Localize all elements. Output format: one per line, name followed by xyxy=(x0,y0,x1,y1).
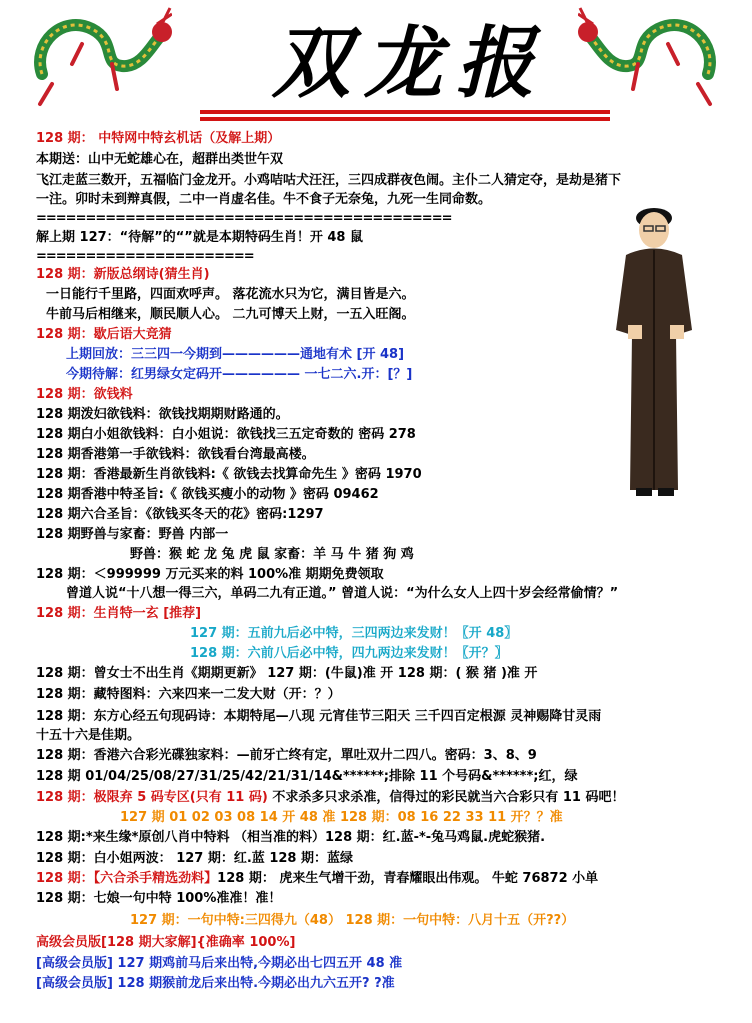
text-segment: 127 期：一句中特:三四得九（48） 128 期：一句中特：八月十五（开??） xyxy=(130,913,575,928)
text-segment: 128 期：新版总纲诗(猜生肖) xyxy=(36,267,210,282)
title-underline-2 xyxy=(200,117,610,121)
text-segment: 128 期六合圣旨：《欲钱买冬天的花》密码:1297 xyxy=(36,507,324,522)
text-line xyxy=(190,625,517,643)
text-segment: 128 期：极限弃 5 码专区(只有 11 码) xyxy=(36,790,268,805)
text-segment: 十五十六是佳期。 xyxy=(36,728,141,743)
header xyxy=(0,0,752,130)
text-segment: 128 期：【六合杀手精选劲料】 xyxy=(36,871,218,886)
text-line xyxy=(36,446,315,464)
text-line xyxy=(36,486,379,504)
text-segment: 128 期泼妇欲钱料：欲钱找期期财路通的。 xyxy=(36,407,289,422)
text-segment: 128 期：香港六合彩光碟独家料：—前牙亡终有定，單吐双廾二四八。密码：3、8、9 xyxy=(36,748,537,763)
text-segment: 127 期：五前九后必中特，三四两边来发财！〖开 48〗 xyxy=(190,626,518,641)
text-line xyxy=(36,934,295,952)
text-segment: 128 期：＜999999 万元买来的料 100%准 期期免费领取 xyxy=(36,567,384,582)
text-line xyxy=(36,789,624,807)
text-line xyxy=(36,406,289,424)
text-segment: [高级会员版] 127 期鸡前马后来出特,今期必出七四五开 48 准 xyxy=(36,956,403,971)
page-title: 双龙报 xyxy=(271,18,548,109)
text-segment: 128 期：生肖特一玄 [推荐] xyxy=(36,606,202,621)
text-segment: 野兽：猴 蛇 龙 兔 虎 鼠 家畜：羊 马 牛 猪 狗 鸡 xyxy=(130,547,414,562)
text-segment: 解上期 127：“待解”的“”就是本期特码生肖！开 48 鼠 xyxy=(36,230,363,245)
text-segment: 128 期：东方心经五句现码诗：本期特尾—八现 元宵佳节三阳天 三千四百定根源 灵神赐降甘灵雨 xyxy=(36,709,602,724)
text-line xyxy=(36,829,545,847)
text-line xyxy=(120,809,563,827)
text-line xyxy=(36,605,201,623)
text-line xyxy=(130,912,574,930)
text-line xyxy=(36,191,491,209)
text-line xyxy=(36,426,416,444)
text-line xyxy=(46,286,415,304)
text-line xyxy=(36,665,537,683)
text-segment: 128 期：欲钱料 xyxy=(36,387,133,402)
text-segment: 128 期：藏特图料：六来四来一二发大财（开：？） xyxy=(36,687,341,702)
text-segment: 曾道人说“十八想一得三六，单码二九有正道。” 曾道人说：“为什么女人上四十岁会经常偷情？” xyxy=(66,586,619,601)
text-segment: 128 期：歇后语大竞猜 xyxy=(36,327,172,342)
text-line xyxy=(190,645,508,663)
text-line xyxy=(36,266,210,284)
text-segment: 不求杀多只求杀准，信得过的彩民就当六合彩只有 11 码吧！ xyxy=(267,790,625,805)
text-line xyxy=(36,210,452,228)
text-segment: 本期送：山中无蛇雄心在，超群出类世午双 xyxy=(36,152,284,167)
text-line xyxy=(36,870,598,888)
text-line xyxy=(36,768,577,786)
text-line xyxy=(36,172,621,190)
text-line xyxy=(66,366,412,384)
text-line xyxy=(130,546,414,564)
text-segment: 今期待解：红男绿女定码开—————— 一七二六.开：[？] xyxy=(66,367,413,382)
text-line xyxy=(66,346,404,364)
text-line xyxy=(36,955,402,973)
text-segment: 128 期 01/04/25/08/27/31/25/42/21/31/14&******;排除 11 个号码&******;红，绿 xyxy=(36,769,578,784)
text-segment: ========================================== xyxy=(36,211,452,226)
fortune-teller-figure xyxy=(606,200,716,500)
text-segment: 128 期： xyxy=(36,131,94,146)
text-segment: 飞江走蓝三数开，五福临门金龙开。小鸡咭咕犬汪汪，三四成群夜色闹。主仆二人猜定夺，是劫是猪下 xyxy=(36,173,622,188)
text-segment: 127 期 01 02 03 08 14 开 48 准 128 期：08 16 22 33 11 开？？准 xyxy=(120,810,563,825)
text-segment: 128 期：六前八后必中特，四九两边来发财！〖开？〗 xyxy=(190,646,508,661)
text-line xyxy=(36,229,363,247)
text-line xyxy=(36,566,384,584)
text-line xyxy=(36,506,324,524)
title-underline xyxy=(200,110,610,114)
text-segment: 中特网中特玄机话（及解上期） xyxy=(93,131,281,146)
text-line xyxy=(36,130,280,148)
text-line xyxy=(36,151,283,169)
text-segment: 一注。卯时未到辩真假，二中一肖虚名佳。牛不食子无奈兔，九死一生同命数。 xyxy=(36,192,492,207)
text-segment: 上期回放：三三四一今期到——————通地有术 [开 48] xyxy=(66,347,405,362)
text-segment: 128 期： 虎来生气增干劲，青春耀眼出伟观。 牛蛇 76872 小单 xyxy=(217,871,599,886)
text-line xyxy=(36,526,228,544)
text-line xyxy=(46,306,415,324)
text-segment: 128 期白小姐欲钱料：白小姐说：欲钱找三五定奇数的 密码 278 xyxy=(36,427,416,442)
text-line xyxy=(36,727,140,745)
text-segment: 128 期:*来生缘*原创八肖中特料 （相当准的料）128 期：红.蓝-*-兔马鸡鼠.虎蛇猴猪. xyxy=(36,830,546,845)
text-segment: 牛前马后相继来，顺民顺人心。 二九可博天上财，一五入旺阁。 xyxy=(46,307,415,322)
text-line xyxy=(36,248,254,266)
text-line xyxy=(36,708,601,726)
text-line xyxy=(36,850,353,868)
text-line xyxy=(36,890,281,908)
text-segment: ====================== xyxy=(36,249,254,264)
text-segment: 128 期：白小姐两波： 127 期：红.蓝 128 期：蓝绿 xyxy=(36,851,353,866)
text-segment: 128 期香港第一手欲钱料：欲钱看台湾最高楼。 xyxy=(36,447,315,462)
dragon-left-icon xyxy=(22,4,172,114)
text-segment: 128 期：曾女士不出生肖《期期更新》 127 期：(牛鼠)准 开 128 期：( 猴 猪 )准 开 xyxy=(36,666,538,681)
text-segment: 128 期香港中特圣旨:《 欲钱买瘦小的动物 》密码 09462 xyxy=(36,487,379,502)
text-segment: 一日能行千里路，四面欢呼声。 落花流水只为它，满目皆是六。 xyxy=(46,287,415,302)
text-line xyxy=(36,747,537,765)
text-segment: 128 期野兽与家畜：野兽 内部一 xyxy=(36,527,229,542)
text-line xyxy=(66,585,618,603)
text-segment: 高级会员版[128 期大家解]{准确率 100%] xyxy=(36,935,296,950)
text-line xyxy=(36,386,133,404)
dragon-right-icon xyxy=(578,4,728,114)
text-line xyxy=(36,326,172,344)
text-line xyxy=(36,466,422,484)
text-segment: 128 期：香港最新生肖欲钱料:《 欲钱去找算命先生 》密码 1970 xyxy=(36,467,422,482)
text-segment: [高级会员版] 128 期猴前龙后来出特.今期必出九六五开? ?准 xyxy=(36,976,395,991)
text-line xyxy=(36,686,341,704)
text-segment: 128 期：七娘一句中特 100%准准！准！ xyxy=(36,891,282,906)
text-line xyxy=(36,975,395,993)
